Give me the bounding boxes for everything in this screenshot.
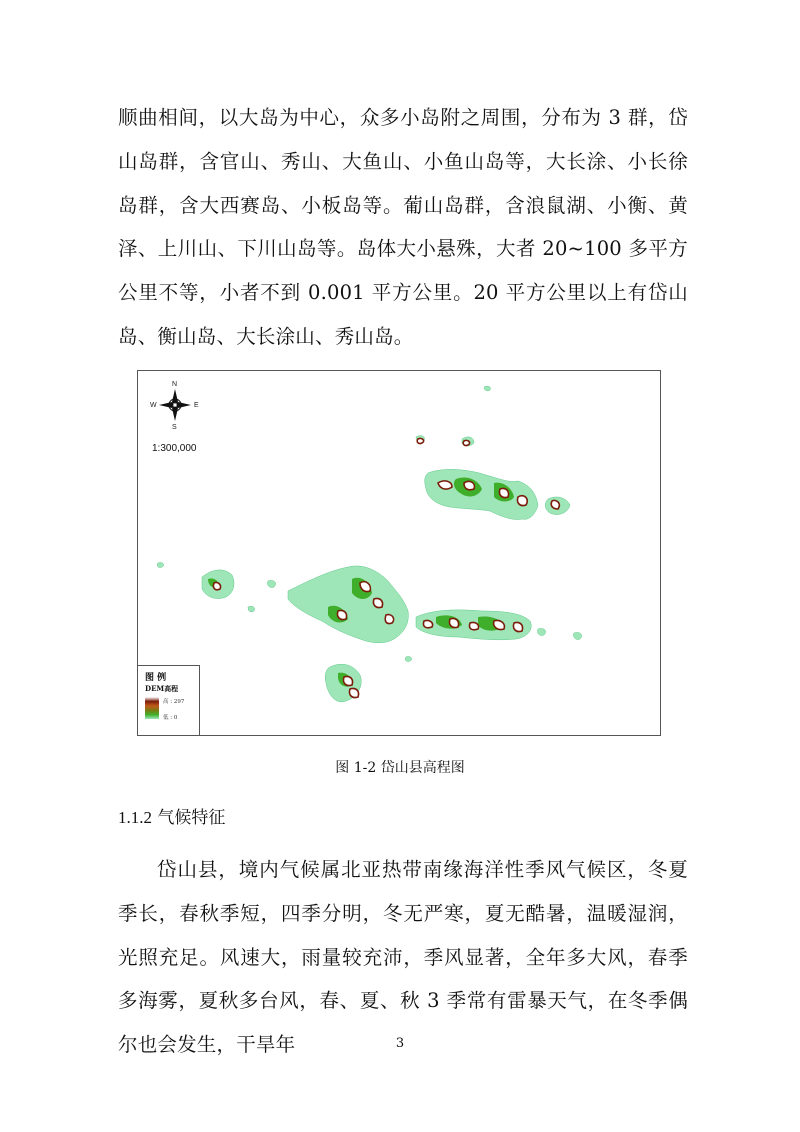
compass-west-label: W <box>150 402 157 409</box>
body-paragraph-2: 岱山县，境内气候属北亚热带南缘海洋性季风气候区，冬夏季长，春秋季短，四季分明，冬无严寒，夏无酷暑，温暖湿润，光照充足。风速大，雨量较充沛，季风显著，全年多大风，春季多海雾，夏秋多台风，春、夏、秋 3 季常有雷暴天气，在冬季偶尔也会发生，干旱年 <box>118 858 688 1057</box>
island-map <box>138 371 662 737</box>
body-paragraph-1: 顺曲相间，以大岛为中心，众多小岛附之周围，分布为 3 群，岱山岛群，含官山、秀山、大鱼山、小鱼山岛等，大长涂、小长徐岛群，含大西赛岛、小板岛等。葡山岛群，含浪鼠湖、小衡、黄泽、上川山、下川山岛等。岛体大小悬殊，大者 20~100 多平方公里不等，小者不到 0.001 平方公里。20 平方公里以上有岱山岛、衡山岛、大长涂山、秀山岛。 <box>118 106 688 348</box>
compass-south-label: S <box>172 424 177 431</box>
map-legend <box>138 665 200 735</box>
section-title: 气候特征 <box>157 808 226 828</box>
compass-north-label: N <box>172 381 178 388</box>
legend-subtitle: DEM高程 <box>145 684 179 693</box>
section-number: 1.1.2 <box>118 808 152 827</box>
page-number: 3 <box>395 1036 405 1051</box>
elevation-map-figure <box>137 370 661 736</box>
legend-title: 图 例 <box>145 673 167 683</box>
islands-high <box>213 438 559 697</box>
legend-color-ramp <box>145 697 159 719</box>
figure-caption: 图 1-2 岱山县高程图 <box>335 760 465 776</box>
map-scale: 1:300,000 <box>152 443 197 454</box>
compass-icon <box>159 389 191 421</box>
compass-east-label: E <box>194 402 199 409</box>
legend-low-label: 低 : 0 <box>163 715 178 721</box>
section-heading <box>118 803 225 828</box>
legend-high-label: 高 : 297 <box>163 699 185 705</box>
islands-lowland <box>157 386 581 702</box>
